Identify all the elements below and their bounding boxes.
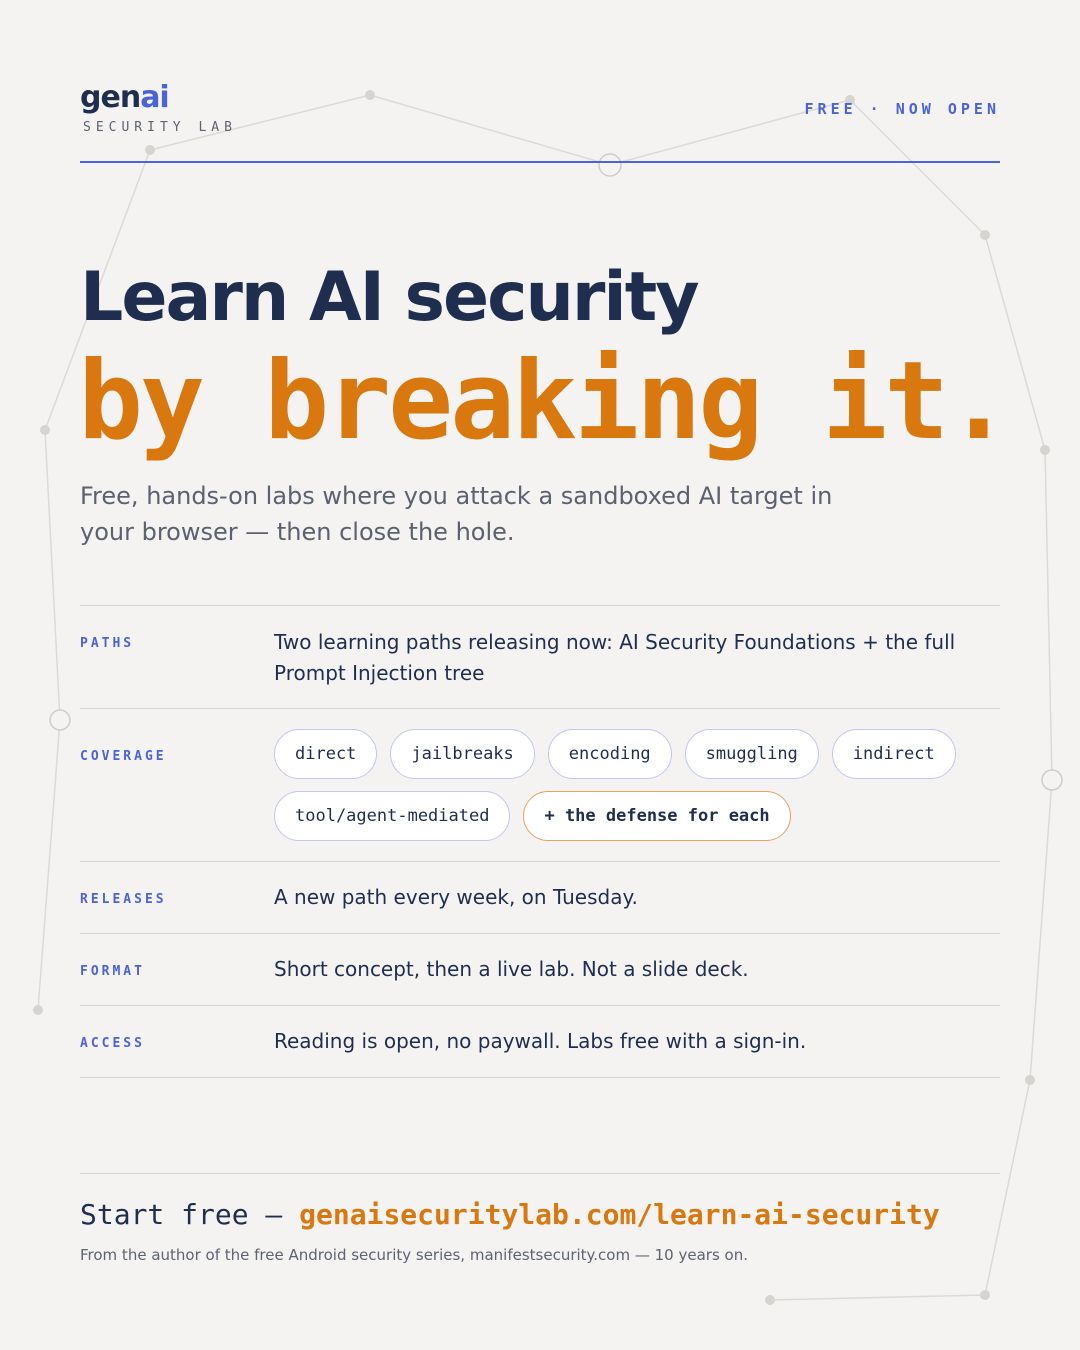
cta-link[interactable]: genaisecuritylab.com/learn-ai-security bbox=[299, 1198, 940, 1231]
cta-lead: Start free — bbox=[80, 1198, 283, 1231]
info-row-coverage bbox=[80, 708, 1000, 861]
brand-wordmark bbox=[80, 80, 237, 116]
row-value: Two learning paths releasing now: AI Security Foundations + the full Prompt Injection tree bbox=[274, 630, 956, 685]
brand-name-accent: ai bbox=[140, 80, 169, 115]
hero-highlight: by breaking it. bbox=[78, 339, 1009, 464]
coverage-tag: jailbreaks bbox=[390, 729, 534, 779]
info-row-releases bbox=[80, 861, 1000, 933]
coverage-tag: indirect bbox=[832, 729, 956, 779]
coverage-tag: encoding bbox=[548, 729, 672, 779]
info-row-access bbox=[80, 1005, 1000, 1078]
row-value: Short concept, then a live lab. Not a slide deck. bbox=[274, 957, 749, 981]
row-label: PATHS bbox=[80, 636, 135, 651]
header-divider bbox=[80, 161, 1000, 163]
row-label: ACCESS bbox=[80, 1036, 145, 1051]
coverage-tag: smuggling bbox=[685, 729, 819, 779]
footer-note: From the author of the free Android security series, manifestsecurity.com — 10 years on. bbox=[80, 1246, 748, 1264]
cta-line bbox=[80, 1196, 940, 1234]
brand-subtitle: SECURITY LAB bbox=[83, 120, 237, 135]
row-value: A new path every week, on Tuesday. bbox=[274, 885, 638, 909]
row-label: FORMAT bbox=[80, 964, 145, 979]
row-label: RELEASES bbox=[80, 892, 167, 907]
brand-name-prefix: gen bbox=[80, 80, 141, 115]
hero-lede: Free, hands-on labs where you attack a sandboxed AI target in your browser — then close the hole. bbox=[80, 482, 833, 546]
info-table bbox=[80, 605, 1000, 1078]
status-tagline: FREE · NOW OPEN bbox=[804, 100, 1000, 118]
coverage-tag: tool/agent-mediated bbox=[274, 791, 510, 841]
row-label: COVERAGE bbox=[80, 749, 167, 764]
hero-headline: Learn AI security bbox=[80, 258, 698, 337]
coverage-tag-list bbox=[274, 709, 1000, 841]
info-row-format bbox=[80, 933, 1000, 1005]
coverage-tag: direct bbox=[274, 729, 377, 779]
defense-tag: + the defense for each bbox=[523, 791, 790, 841]
info-row-paths bbox=[80, 605, 1000, 708]
footer-divider bbox=[80, 1173, 1000, 1174]
row-value: Reading is open, no paywall. Labs free with a sign-in. bbox=[274, 1029, 807, 1053]
brand-logo bbox=[80, 80, 237, 135]
